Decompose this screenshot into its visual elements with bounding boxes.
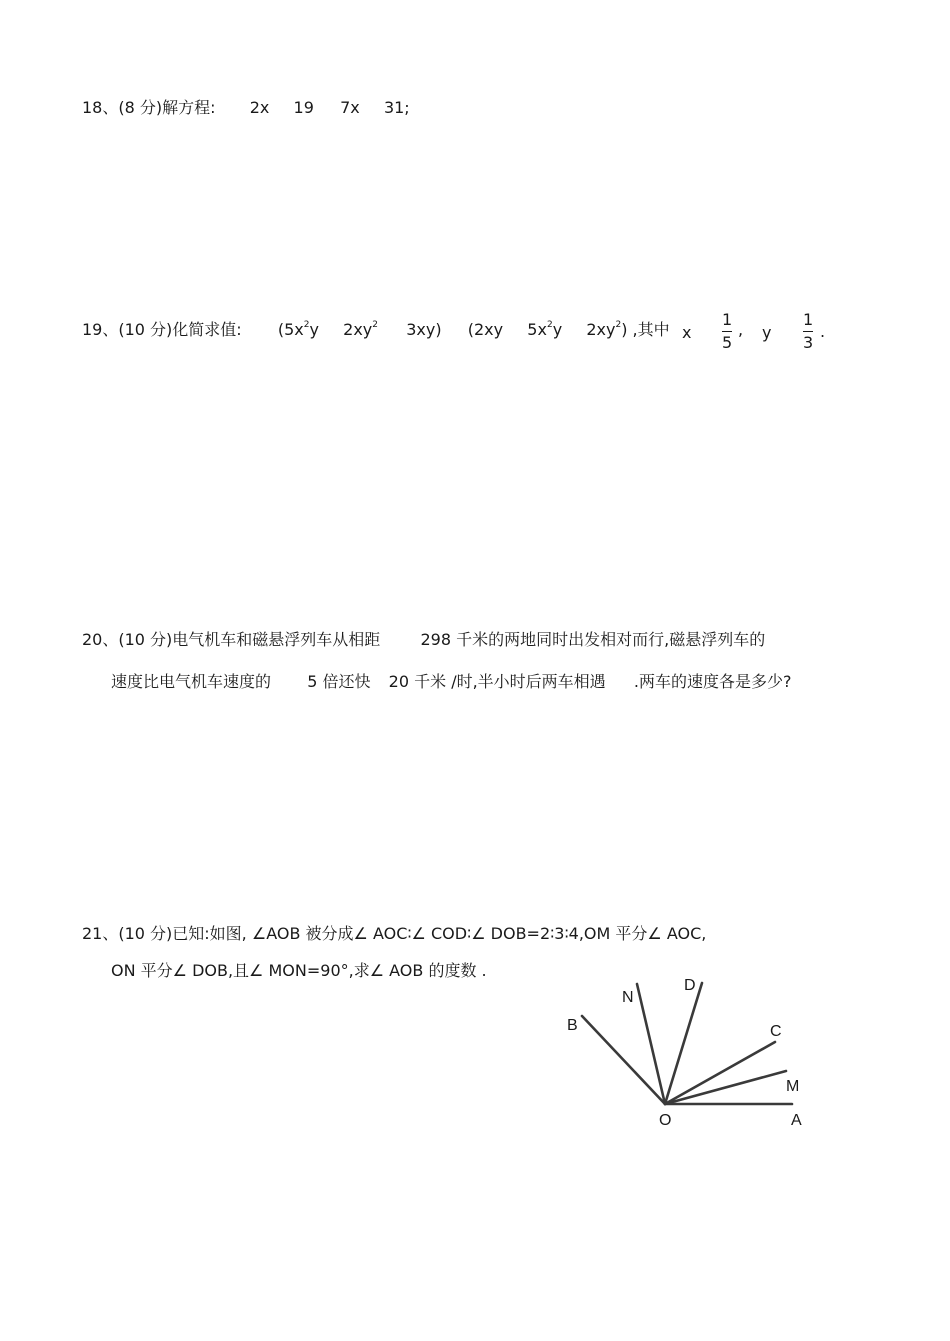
ray-ON	[637, 984, 665, 1104]
eq-term-1: 2x	[249, 98, 270, 117]
ray-OM	[665, 1071, 786, 1104]
expr-term-6: $2xy^2$)	[586, 320, 628, 339]
eq-term-4: 31;	[383, 98, 410, 117]
expr-term-1: ($5x^2y$	[277, 320, 319, 339]
question-21-line-1: 21、(10 分)已知:如图, ∠AOB 被分成∠ AOC∶∠ COD∶∠ DOB=2∶3∶4,OM 平分∠ AOC,	[82, 924, 707, 943]
expr-term-2: $2xy^2$	[343, 320, 379, 339]
question-18-label: 18、(8 分)解方程:	[82, 98, 216, 117]
label-O: O	[659, 1112, 672, 1129]
eq-term-3: 7x	[340, 98, 360, 117]
ray-OB	[582, 1016, 665, 1104]
question-19-label: 19、(10 分)化简求值:	[82, 320, 242, 339]
label-N: N	[622, 989, 634, 1006]
label-D: D	[684, 977, 696, 994]
y-denominator: 3	[803, 333, 814, 352]
question-21-line-2: ON 平分∠ DOB,且∠ MON=90°,求∠ AOB 的度数 .	[111, 961, 487, 980]
y-variable: y	[762, 323, 772, 342]
expr-term-5: $5x^2y$	[527, 320, 563, 339]
period: .	[820, 322, 826, 341]
question-20-text-d: 5 倍还快	[307, 672, 371, 691]
question-20-text-a: 20、(10 分)电气机车和磁悬浮列车从相距	[82, 630, 381, 649]
label-B: B	[567, 1017, 578, 1034]
label-C: C	[770, 1023, 782, 1040]
question-20-text-f: .两车的速度各是多少?	[633, 672, 792, 691]
x-variable: x	[682, 323, 692, 342]
eq-term-2: 19	[293, 98, 314, 117]
x-denominator: 5	[722, 333, 733, 352]
expr-term-3: 3xy)	[406, 320, 442, 339]
y-numerator: 1	[803, 310, 814, 329]
question-20-text-b: 298 千米的两地同时出发相对而行,磁悬浮列车的	[420, 630, 766, 649]
x-numerator: 1	[722, 310, 733, 329]
comma: ,	[738, 320, 744, 339]
where-text: ,其中	[632, 320, 670, 339]
question-20-text-c: 速度比电气机车速度的	[111, 672, 272, 691]
question-20-text-e: 20 千米 /时,半小时后两车相遇	[388, 672, 606, 691]
label-M: M	[786, 1078, 800, 1095]
label-A: A	[791, 1112, 802, 1129]
expr-term-4: (2xy	[467, 320, 504, 339]
